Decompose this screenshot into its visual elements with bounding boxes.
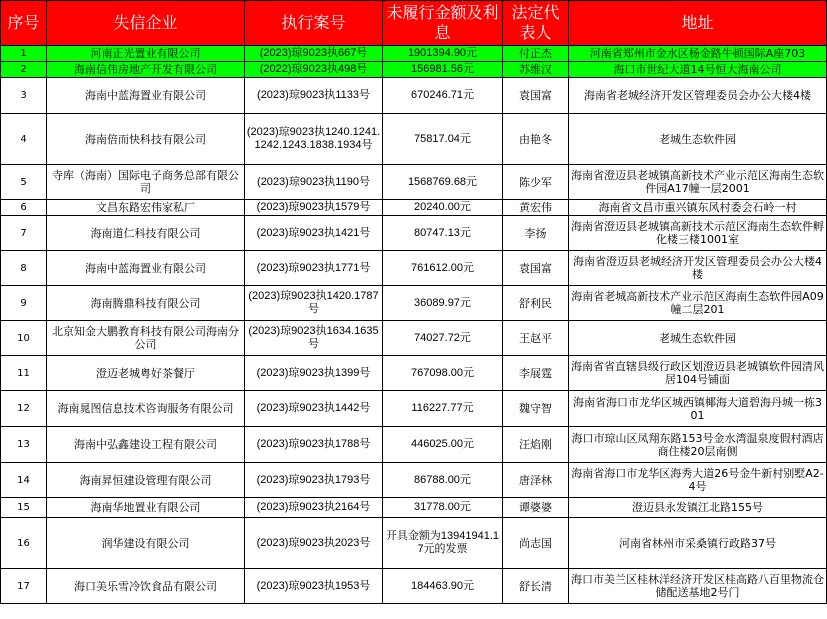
row-amount: 116227.77元 xyxy=(383,391,503,427)
header-amount: 未履行金额及利息 xyxy=(383,1,503,46)
row-company: 海南中弘鑫建设工程有限公司 xyxy=(47,427,245,463)
row-address: 海南省海口市龙华区城西镇椰海大道碧海丹城一栋301 xyxy=(569,391,827,427)
row-rep: 陈少军 xyxy=(503,165,569,200)
row-case: (2023)琼9023执667号 xyxy=(245,46,383,62)
row-rep: 舒利民 xyxy=(503,286,569,321)
table-row xyxy=(1,321,827,356)
row-address: 海口市美兰区桂林洋经济开发区桂高路八百里物流仓储配送基地2号门 xyxy=(569,569,827,604)
row-amount: 36089.97元 xyxy=(383,286,503,321)
row-case: (2023)琼9023执1240.1241.1242.1243.1838.1934号 xyxy=(245,114,383,165)
table-row xyxy=(1,286,827,321)
row-amount: 670246.71元 xyxy=(383,78,503,114)
row-case: (2023)琼9023执1579号 xyxy=(245,200,383,216)
row-company: 海南晁图信息技术咨询服务有限公司 xyxy=(47,391,245,427)
row-amount: 74027.72元 xyxy=(383,321,503,356)
table-header xyxy=(1,1,827,46)
row-case: (2023)琼9023执1771号 xyxy=(245,251,383,286)
row-company: 海南昇恒建设管理有限公司 xyxy=(47,463,245,498)
row-no: 2 xyxy=(1,62,47,78)
row-address: 河南省郑州市金水区杨金路牛顿国际A座703 xyxy=(569,46,827,62)
row-company: 润华建设有限公司 xyxy=(47,518,245,569)
row-amount: 开具金额为13941941.17元的发票 xyxy=(383,518,503,569)
header-company: 失信企业 xyxy=(47,1,245,46)
row-no: 1 xyxy=(1,46,47,62)
table-row xyxy=(1,62,827,78)
row-address: 河南省林州市采桑镇行政路37号 xyxy=(569,518,827,569)
table-row xyxy=(1,391,827,427)
row-rep: 王赵平 xyxy=(503,321,569,356)
table-row xyxy=(1,518,827,569)
header-rep: 法定代表人 xyxy=(503,1,569,46)
row-rep: 唐泽林 xyxy=(503,463,569,498)
row-rep: 李展霆 xyxy=(503,356,569,391)
table-row xyxy=(1,251,827,286)
table-row xyxy=(1,46,827,62)
row-amount: 80747.13元 xyxy=(383,216,503,251)
row-amount: 1568769.68元 xyxy=(383,165,503,200)
table-row xyxy=(1,498,827,518)
row-amount: 446025.00元 xyxy=(383,427,503,463)
row-amount: 761612.00元 xyxy=(383,251,503,286)
row-rep: 尚志国 xyxy=(503,518,569,569)
row-amount: 20240.00元 xyxy=(383,200,503,216)
row-rep: 汪焰刚 xyxy=(503,427,569,463)
row-case: (2023)琼9023执1421号 xyxy=(245,216,383,251)
row-rep: 由艳冬 xyxy=(503,114,569,165)
row-no: 11 xyxy=(1,356,47,391)
row-amount: 156981.56元 xyxy=(383,62,503,78)
row-address: 海南省文昌市重兴镇东风村委会石岭一村 xyxy=(569,200,827,216)
row-amount: 767098.00元 xyxy=(383,356,503,391)
table-row xyxy=(1,78,827,114)
row-case: (2023)琼9023执2023号 xyxy=(245,518,383,569)
row-address: 海南省老城经济开发区管理委员会办公大楼4楼 xyxy=(569,78,827,114)
row-no: 16 xyxy=(1,518,47,569)
header-no: 序号 xyxy=(1,1,47,46)
row-no: 3 xyxy=(1,78,47,114)
row-rep: 黄宏伟 xyxy=(503,200,569,216)
row-case: (2023)琼9023执1133号 xyxy=(245,78,383,114)
row-case: (2023)琼9023执1634.1635号 xyxy=(245,321,383,356)
row-amount: 75817.04元 xyxy=(383,114,503,165)
row-no: 15 xyxy=(1,498,47,518)
table-row xyxy=(1,463,827,498)
row-no: 14 xyxy=(1,463,47,498)
row-rep: 袁国富 xyxy=(503,78,569,114)
row-case: (2023)琼9023执1793号 xyxy=(245,463,383,498)
row-case: (2023)琼9023执1420.1787号 xyxy=(245,286,383,321)
row-address: 海南省澄迈县老城镇高新技术示范区海南生态软件孵化楼三楼1001室 xyxy=(569,216,827,251)
row-no: 6 xyxy=(1,200,47,216)
row-no: 5 xyxy=(1,165,47,200)
row-amount: 184463.90元 xyxy=(383,569,503,604)
table-row xyxy=(1,165,827,200)
row-company: 海南华地置业有限公司 xyxy=(47,498,245,518)
row-case: (2023)琼9023执1953号 xyxy=(245,569,383,604)
row-amount: 86788.00元 xyxy=(383,463,503,498)
table-row xyxy=(1,216,827,251)
row-company: 海南腾鼎科技有限公司 xyxy=(47,286,245,321)
row-address: 海南省省直辖县级行政区划澄迈县老城镇软件园清风居104号铺面 xyxy=(569,356,827,391)
row-case: (2023)琼9023执2164号 xyxy=(245,498,383,518)
row-rep: 苏维汉 xyxy=(503,62,569,78)
header-case: 执行案号 xyxy=(245,1,383,46)
row-amount: 1901394.90元 xyxy=(383,46,503,62)
row-company: 文昌东路宏伟家私厂 xyxy=(47,200,245,216)
table-row xyxy=(1,200,827,216)
row-case: (2023)琼9023执1788号 xyxy=(245,427,383,463)
row-address: 海口市琼山区凤翔东路153号金水湾温泉度假村酒店商住楼20层南侧 xyxy=(569,427,827,463)
row-rep: 李扬 xyxy=(503,216,569,251)
row-case: (2023)琼9023执1399号 xyxy=(245,356,383,391)
row-address: 海南省老城高新技术产业示范区海南生态软件园A09幢二层201 xyxy=(569,286,827,321)
row-company: 海南道仁科技有限公司 xyxy=(47,216,245,251)
row-company: 北京知金大鹏教育科技有限公司海南分公司 xyxy=(47,321,245,356)
row-no: 17 xyxy=(1,569,47,604)
row-address: 海南省海口市龙华区海秀大道26号金牛新村别墅A2-4号 xyxy=(569,463,827,498)
row-case: (2022)琼9023执498号 xyxy=(245,62,383,78)
row-address: 澄迈县永发镇江北路155号 xyxy=(569,498,827,518)
row-no: 7 xyxy=(1,216,47,251)
row-no: 13 xyxy=(1,427,47,463)
row-company: 澄迈老城粤好茶餐厅 xyxy=(47,356,245,391)
row-no: 8 xyxy=(1,251,47,286)
row-rep: 付正杰 xyxy=(503,46,569,62)
row-company: 海南中蓝海置业有限公司 xyxy=(47,251,245,286)
row-amount: 31778.00元 xyxy=(383,498,503,518)
row-address: 海口市世纪大道14号恒大海南公司 xyxy=(569,62,827,78)
row-rep: 袁国富 xyxy=(503,251,569,286)
table-row xyxy=(1,427,827,463)
row-case: (2023)琼9023执1190号 xyxy=(245,165,383,200)
row-no: 10 xyxy=(1,321,47,356)
row-address: 老城生态软件园 xyxy=(569,114,827,165)
header-address: 地址 xyxy=(569,1,827,46)
table-row xyxy=(1,356,827,391)
row-no: 9 xyxy=(1,286,47,321)
table-body xyxy=(1,46,827,604)
table-row xyxy=(1,114,827,165)
row-rep: 谭婆婆 xyxy=(503,498,569,518)
row-company: 海南中蓝海置业有限公司 xyxy=(47,78,245,114)
row-company: 海南信伟房地产开发有限公司 xyxy=(47,62,245,78)
row-address: 海南省澄迈县老城经济开发区管理委员会办公大楼4楼 xyxy=(569,251,827,286)
header-row xyxy=(1,1,827,46)
row-address: 老城生态软件园 xyxy=(569,321,827,356)
table-row xyxy=(1,569,827,604)
row-company: 河南正光置业有限公司 xyxy=(47,46,245,62)
row-no: 4 xyxy=(1,114,47,165)
row-case: (2023)琼9023执1442号 xyxy=(245,391,383,427)
row-rep: 魏守智 xyxy=(503,391,569,427)
row-company: 海口美乐雪冷饮食品有限公司 xyxy=(47,569,245,604)
row-company: 海南倍而快科技有限公司 xyxy=(47,114,245,165)
row-rep: 舒长清 xyxy=(503,569,569,604)
row-address: 海南省澄迈县老城镇高新技术产业示范区海南生态软件园A17幢一层2001 xyxy=(569,165,827,200)
row-no: 12 xyxy=(1,391,47,427)
row-company: 寺库（海南）国际电子商务总部有限公司 xyxy=(47,165,245,200)
